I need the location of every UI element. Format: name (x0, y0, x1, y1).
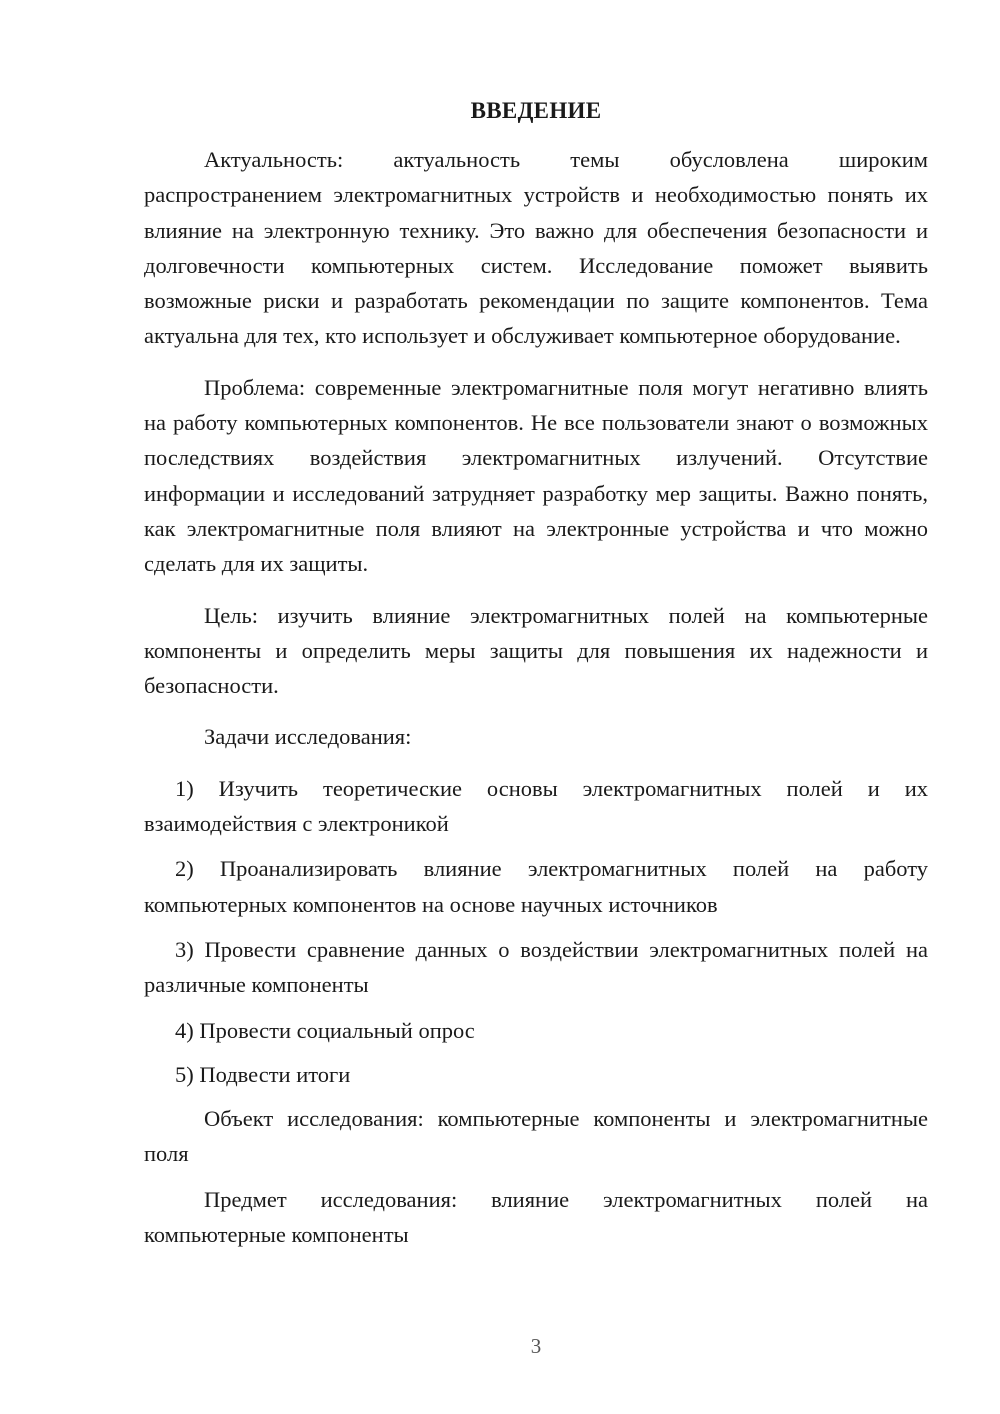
page-title: ВВЕДЕНИЕ (470, 98, 602, 123)
subject-paragraph: Предмет исследования: влияние электромагнитных полей на компьютерные компоненты (144, 1186, 928, 1248)
task-item: 3) Провести сравнение данных о воздействии электромагнитных полей на различные компоненты (144, 936, 928, 998)
task-item: 5) Подвести итоги (175, 1061, 351, 1087)
problem-paragraph: Проблема: современные электромагнитные поля могут негативно влиять на работу компьютерных компонентов. Не все пользователи знают о возможных последствиях воздействия электромагнитных излучений. Отсутствие информации и исследований затрудняет разработку мер защиты. Важно понять, как электромагнитные поля влияют на электронные устройства и что можно сделать для их защиты. (144, 374, 928, 577)
tasks-heading: Задачи исследования: (204, 724, 412, 750)
object-paragraph: Объект исследования: компьютерные компоненты и электромагнитные поля (144, 1106, 928, 1167)
task-item: 1) Изучить теоретические основы электромагнитных полей и их взаимодействия с электроникой (144, 775, 928, 837)
goal-paragraph: Цель: изучить влияние электромагнитных полей на компьютерные компоненты и определить меры защиты для повышения их надежности и безопасности. (144, 602, 928, 699)
page-number: 3 (530, 1334, 542, 1358)
task-item: 2) Проанализировать влияние электромагнитных полей на работу компьютерных компонентов на основе научных источников (144, 856, 928, 917)
document-body (144, 142, 928, 1262)
document-page (144, 0, 928, 1414)
relevance-paragraph: Актуальность: актуальность темы обусловлена широким распространением электромагнитных устройств и необходимостью понять их влияние на электронную технику. Это важно для обеспечения безопасности и долговечности компьютерных систем. Исследование поможет выявить возможные риски и разработать рекомендации по защите компонентов. Тема актуальна для тех, кто использует и обслуживает компьютерное оборудование. (144, 147, 928, 349)
task-item: 4) Провести социальный опрос (175, 1017, 475, 1043)
